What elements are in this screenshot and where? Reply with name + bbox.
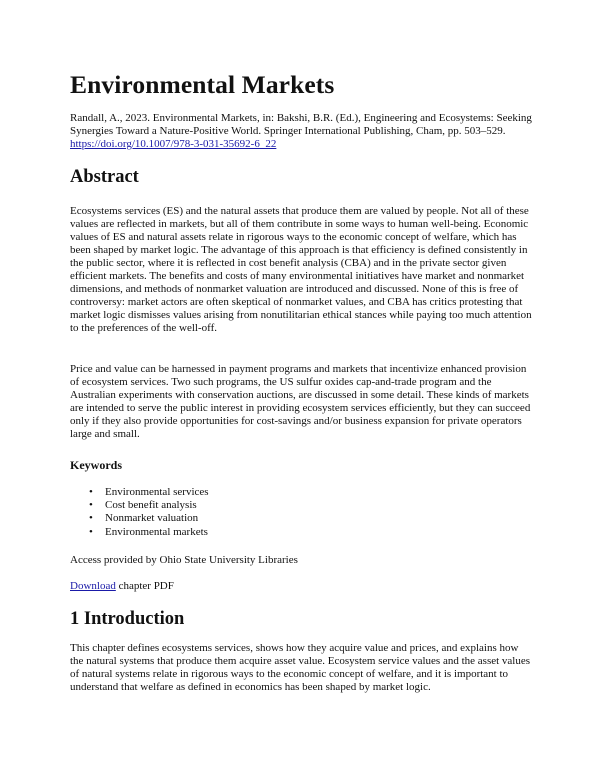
doi-link[interactable]: https://doi.org/10.1007/978-3-031-35692-6_22: [70, 138, 277, 151]
keywords-heading: Keywords: [70, 458, 122, 472]
keyword-item[interactable]: [70, 499, 209, 512]
keyword-item[interactable]: [70, 512, 209, 525]
abstract-heading: Abstract: [70, 167, 139, 187]
bullet-icon: •: [89, 486, 93, 498]
keyword-label: Cost benefit analysis: [105, 499, 197, 512]
bullet-icon: •: [89, 525, 93, 538]
keywords-list: [70, 486, 209, 539]
page-title: Environmental Markets: [70, 70, 335, 99]
bullet-icon: •: [89, 512, 93, 525]
access-note: Access provided by Ohio State University Libraries: [70, 554, 298, 566]
citation: [70, 112, 532, 151]
introduction-paragraph: This chapter defines ecosystems services, shows how they acquire value and prices, and explains how the natural systems that produce them acquire asset value. Ecosystem service values and the asset values of natural systems relate in rigorous ways to the economic concept of welfare, and it is important to understand that welfare as defined in economics has been shaped by market logic.: [70, 642, 531, 694]
keyword-label: Nonmarket valuation: [105, 512, 199, 525]
keyword-label: Environmental services: [105, 486, 209, 498]
download-link[interactable]: Download: [70, 580, 116, 592]
keyword-item[interactable]: [70, 486, 209, 499]
introduction-heading: 1 Introduction: [70, 609, 185, 629]
download-line: [70, 580, 532, 593]
abstract-paragraph-1: Ecosystems services (ES) and the natural assets that produce them are valued by people. Not all of these values are reflected in markets, but all of them contribute in some ways to human well-being. Economic values of ES and natural assets relate in rigorous ways to the economic concept of welfare, which has been shaped by market logic. The advantage of this approach is that efficiency is defined consistently in the public sector, where it is reflected in cost benefit analysis (CBA) and in the private sector given efficient markets. The benefits and costs of many environmental initiatives have market and nonmarket dimensions, and methods of nonmarket valuation are introduced and discussed. None of this is free of controversy: market actors are often skeptical of nonmarket values, and CBA has critics protesting that market logic dismisses values arising from nonutilitarian ethical stances while paying too much attention to the preferences of the well-off.: [70, 205, 532, 335]
citation-text: Randall, A., 2023. Environmental Markets, in: Bakshi, B.R. (Ed.), Engineering and Ecosystems: Seeking Synergies Toward a Nature-Positive World. Springer International Publishing, Cham, pp. 503–529.: [70, 112, 532, 138]
keyword-label: Environmental markets: [105, 525, 208, 538]
keyword-item[interactable]: [70, 526, 209, 539]
bullet-icon: •: [89, 499, 93, 512]
abstract-paragraph-2: Price and value can be harnessed in payment programs and markets that incentivize enhanced provision of ecosystem services. Two such programs, the US sulfur oxides cap-and-trade program and the Australian experiments with conservation auctions, are discussed in some detail. These kinds of markets are intended to serve the public interest in providing ecosystem services efficiently, but they can succeed only if they also provide opportunities for cost-savings and/or business expansion for private operators large and small.: [70, 363, 531, 441]
download-suffix: chapter PDF: [115, 580, 174, 592]
